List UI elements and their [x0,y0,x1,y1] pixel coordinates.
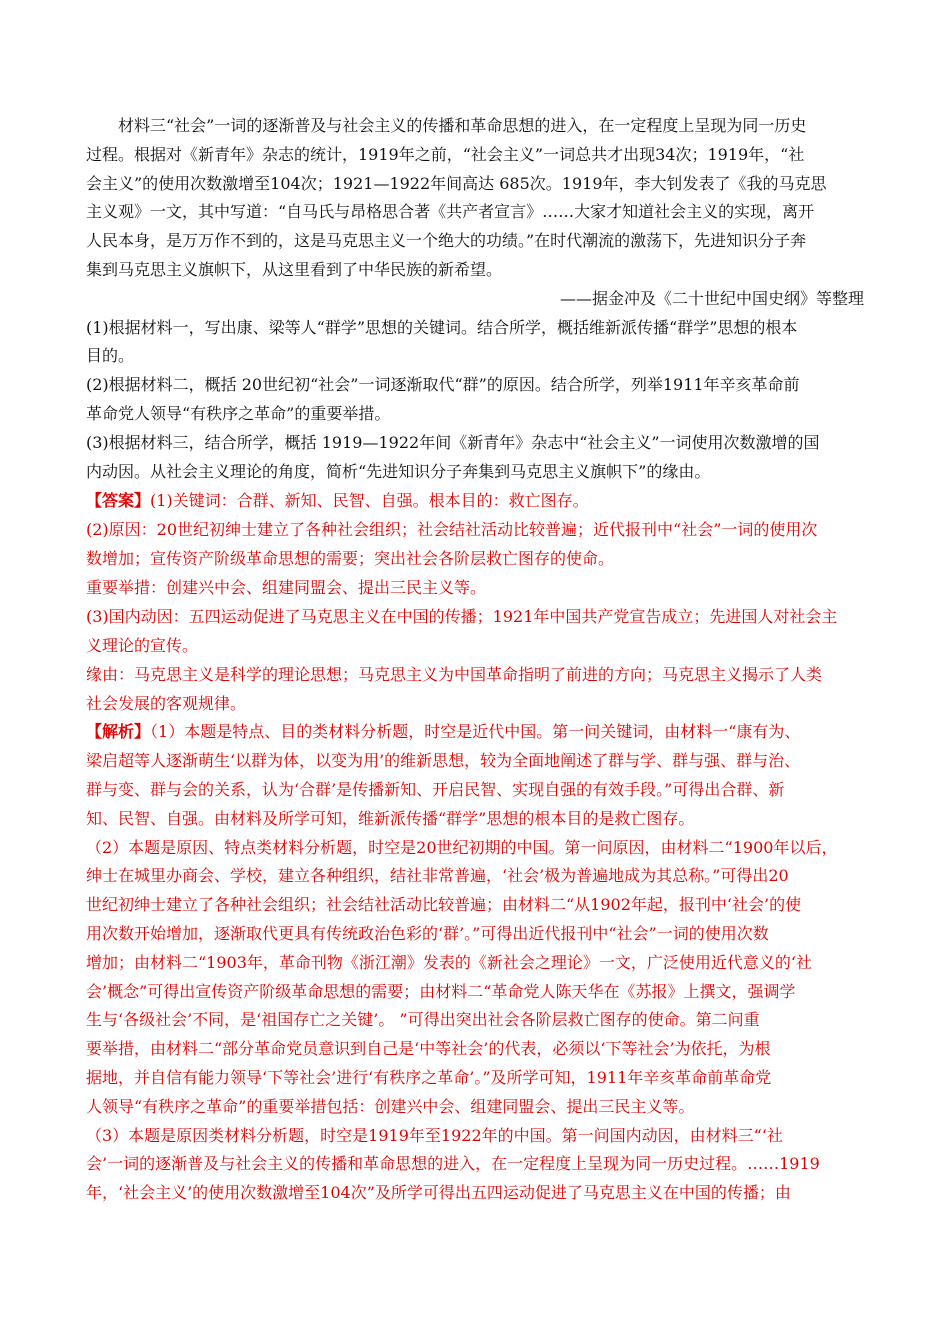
material-line: 会主义”的使用次数激增至104次；1921—1922年间高达 685次。1919年，李大钊发表了《我的马克思 [86,173,827,193]
analysis-line: 人领导“有秩序之革命”的重要举措包括：创建兴中会、组建同盟会、提出三民主义等。 [86,1096,695,1116]
material-line: 过程。根据对《新青年》杂志的统计，1919年之前，“社会主义”一词总共才出现34次；1919年，“社 [86,144,805,164]
material-source: ——据金冲及《二十世纪中国史纲》等整理 [559,288,864,308]
question-line: (3)根据材料三，结合所学，概括 1919—1922年间《新青年》杂志中“社会主义”一词使用次数激增的国 [86,432,820,452]
question-line: (1)根据材料一，写出康、梁等人“群学”思想的关键词。结合所学，概括维新派传播“群学”思想的根本 [86,317,798,337]
answer-section [86,486,864,718]
question-1 [86,314,864,372]
analysis-section [86,718,864,1208]
answer-line: (2)原因：20世纪初绅士建立了各种社会组织；社会结社活动比较普遍；近代报刊中“社会”一词的使用次 [86,520,818,540]
material-line: 集到马克思主义旗帜下，从这里看到了中华民族的新希望。 [86,259,503,279]
analysis-line: 绅士在城里办商会、学校，建立各种组织，结社非常普遍，‘社会’极为普遍地成为其总称。”可得出20 [86,866,789,886]
analysis-line: 生与‘各级社会’不同，是‘祖国存亡之关键’。 ”可得出突出社会各阶层救亡图存的使命。第二问重 [86,1010,760,1030]
analysis-line: （2）本题是原因、特点类材料分析题，时空是20世纪初期的中国。第一问原因，由材料二“1900年以后， [86,837,838,857]
analysis-line: 梁启超等人逐渐萌生‘以群为体，以变为用’的维新思想，较为全面地阐述了群与学、群与强、群与治、 [86,751,801,771]
material-line: 材料三“社会”一词的逐渐普及与社会主义的传播和革命思想的进入，在一定程度上呈现为同一历史 [118,116,807,135]
analysis-tag: 【解析】 [86,722,151,742]
analysis-line: 用次数开始增加，逐渐取代更具有传统政治色彩的‘群’。”可得出近代报刊中“社会”一词的使用次数 [86,923,769,943]
analysis-line: 世纪初绅士建立了各种社会组织；社会结社活动比较普遍；由材料二“从1902年起，报刊中‘社会’的使 [86,895,802,915]
analysis-line: 会’一词的逐渐普及与社会主义的传播和革命思想的进入，在一定程度上呈现为同一历史过程。……1919 [86,1154,820,1174]
answer-line: 义理论的宣传。 [86,636,199,656]
answer-line: 社会发展的客观规律。 [86,694,247,714]
answer-text: (1)关键词：合群、新知、民智、自强。根本目的：救亡图存。 [150,491,589,511]
analysis-line: 知、民智、自强。由材料及所学可知，维新派传播“群学”思想的根本目的是救亡图存。 [86,808,695,828]
analysis-line: 群与变、群与会的关系，认为‘合群’是传播新知、开启民智、实现自强的有效手段。”可得出合群、新 [86,779,785,799]
question-3 [86,429,864,487]
answer-tag: 【答案】 [86,491,151,511]
material-line: 人民本身，是万万作不到的，这是马克思主义一个绝大的功绩。”在时代潮流的激荡下，先进知识分子奔 [86,231,807,251]
answer-line: 数增加；宣传资产阶级革命思想的需要；突出社会各阶层救亡图存的使命。 [86,549,615,569]
question-2 [86,371,864,429]
material-line: 主义观》一文，其中写道：“自马氏与昂格思合著《共产者宣言》……大家才知道社会主义的实现，离开 [86,202,815,222]
analysis-first-line [86,718,864,747]
answer-line: 缘由：马克思主义是科学的理论思想；马克思主义为中国革命指明了前进的方向；马克思主义揭示了人类 [86,665,823,685]
answer-line: 重要举措：创建兴中会、组建同盟会、提出三民主义等。 [86,578,487,598]
analysis-line: 会’概念”可得出宣传资产阶级革命思想的需要；由材料二“革命党人陈天华在《苏报》上撰文，强调学 [86,981,796,1001]
question-line: (2)根据材料二，概括 20世纪初“社会”一词逐渐取代“群”的原因。结合所学，列举1911年辛亥革命前 [86,375,800,395]
questions [86,314,864,487]
analysis-line: 据地，并自信有能力领导‘下等社会’进行‘有秩序之革命’。”及所学可知，1911年辛亥革命前革命党 [86,1067,772,1087]
question-line: 内动因。从社会主义理论的角度，简析“先进知识分子奔集到马克思主义旗帜下”的缘由。 [86,461,711,481]
answer-first-line [86,486,864,515]
answer-line: (3)国内动因：五四运动促进了马克思主义在中国的传播；1921年中国共产党宣告成立；先进国人对社会主 [86,607,838,627]
analysis-text: （1）本题是特点、目的类材料分析题，时空是近代中国。第一问关键词，由材料一“康有为、 [150,722,801,742]
document-page [86,112,864,1208]
analysis-line: （3）本题是原因类材料分析题，时空是1919年至1922年的中国。第一问国内动因，由材料三“‘社 [86,1125,783,1145]
material-three [86,112,864,314]
analysis-line: 要举措，由材料二“部分革命党员意识到自己是‘中等社会’的代表，必须以‘下等社会’为依托，为根 [86,1039,771,1059]
question-line: 目的。 [86,346,135,366]
question-line: 革命党人领导“有秩序之革命”的重要举措。 [86,403,391,423]
analysis-line: 增加；由材料二“1903年，革命刊物《浙江潮》发表的《新社会之理论》一文，广泛使用近代意义的‘社 [86,952,812,972]
analysis-line: 年，‘社会主义’的使用次数激增至104次”及所学可得出五四运动促进了马克思主义在中国的传播；由 [86,1183,791,1203]
